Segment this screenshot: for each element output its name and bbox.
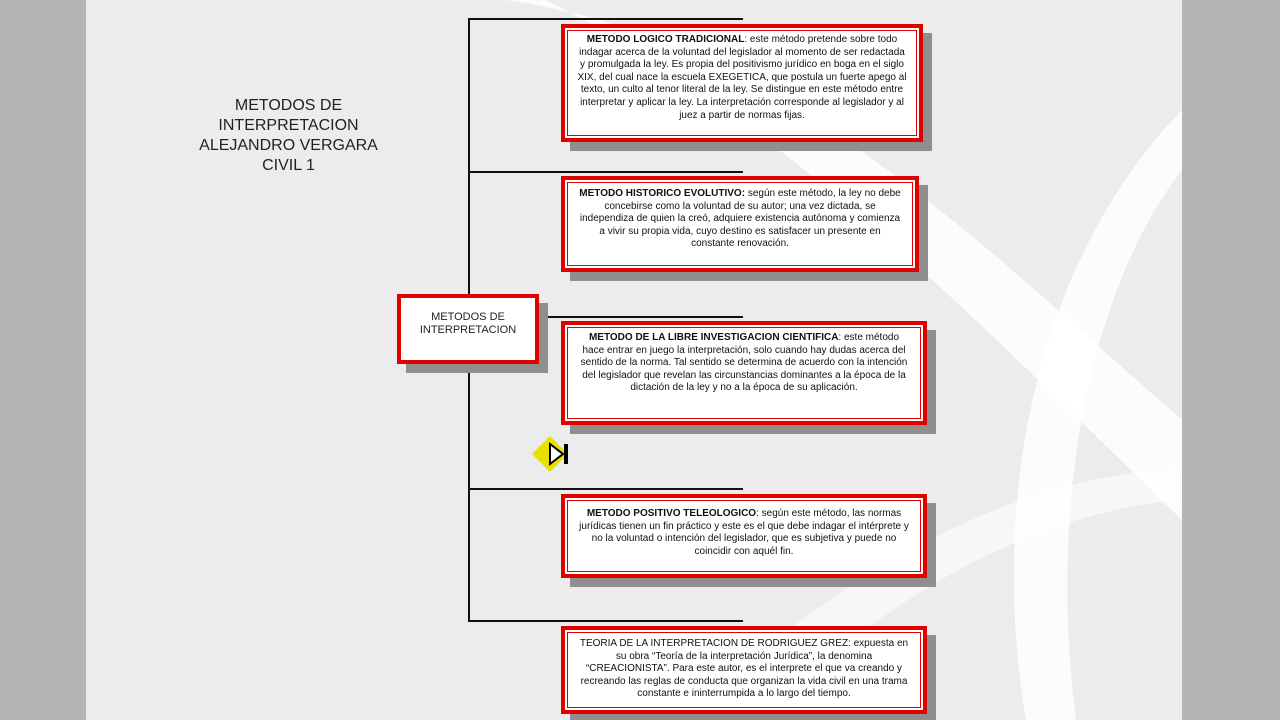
connector-branch-5	[468, 620, 743, 622]
method-heading: METODO DE LA LIBRE INVESTIGACION CIENTIFICA	[588, 332, 839, 343]
central-node-line-1: METODOS DE	[431, 311, 505, 323]
method-text: según este método, la ley no debe concebirse como la voluntad de su autor; una vez dictada, se independiza de quien la creó, adquiere existencia autónoma y comienza a vivir su propia vida, cuyo destino es satisfacer un presente en constante renovación.	[579, 188, 901, 250]
title-line-2: INTERPRETACION	[218, 117, 359, 134]
method-box-rodriguez-grez	[561, 626, 927, 714]
method-box-libre-investigacion	[561, 321, 927, 425]
method-text: TEORIA DE LA INTERPRETACION DE RODRIGUEZ GREZ: expuesta en su obra “Teoría de la interpretación Jurídica”, la denomina “CREACIONISTA”. Para este autor, es el interprete el que va creando y recreando las reglas de conducta que organizan la vida civil en una trama constante e ininterrumpida a lo largo del tiempo.	[579, 638, 909, 700]
method-box-historico-evolutivo	[561, 176, 919, 272]
method-text: : este método pretende sobre todo indagar acerca de la voluntad del legislador al momento de ser redactada y promulgada la ley. Es propia del positivismo jurídico en boga en el siglo XIX, del cual nace la escuela EXEGETICA, que postula un fuerte apego al texto, un culto al tenor literal de la ley. Se distingue en este método entre interpretar y aplicar la ley. La interpretación corresponde al legislador y al juez a partir de normas fijas.	[577, 34, 907, 121]
title-line-4: CIVIL 1	[262, 157, 315, 174]
method-box-positivo-teleologico	[561, 494, 927, 578]
connector-branch-3-stem	[546, 316, 548, 372]
pointer-cursor-icon	[532, 434, 580, 474]
left-margin	[0, 0, 86, 720]
method-heading: METODO LOGICO TRADICIONAL	[586, 34, 745, 45]
central-node-line-2: INTERPRETACION	[419, 324, 517, 336]
connector-branch-1	[468, 18, 743, 20]
page-title	[140, 96, 437, 176]
connector-branch-4	[468, 488, 743, 490]
method-text: : este método hace entrar en juego la interpretación, solo cuando hay dudas acerca del sentido de la norma. Tal sentido se determina de acuerdo con la intención del legislador que revelan las circunstancias dominantes a la época de la dictación de la ley y no a la época de su aplicación.	[580, 332, 908, 394]
method-text: : según este método, las normas jurídicas tienen un fin práctico y este es el que debe indagar el intérprete y no la voluntad o intención del legislador, que es subjetiva y puede no coincidir con aquél fin.	[579, 508, 909, 557]
central-node	[397, 294, 539, 364]
connector-branch-2	[468, 171, 743, 173]
title-line-1: METODOS DE	[234, 97, 343, 114]
title-line-3: ALEJANDRO VERGARA	[199, 137, 378, 154]
method-heading: METODO HISTORICO EVOLUTIVO:	[579, 188, 746, 199]
connector-branch-3	[546, 316, 743, 318]
method-box-logico-tradicional	[561, 24, 923, 142]
method-heading: METODO POSITIVO TELEOLOGICO	[586, 508, 757, 519]
right-margin	[1182, 0, 1280, 720]
